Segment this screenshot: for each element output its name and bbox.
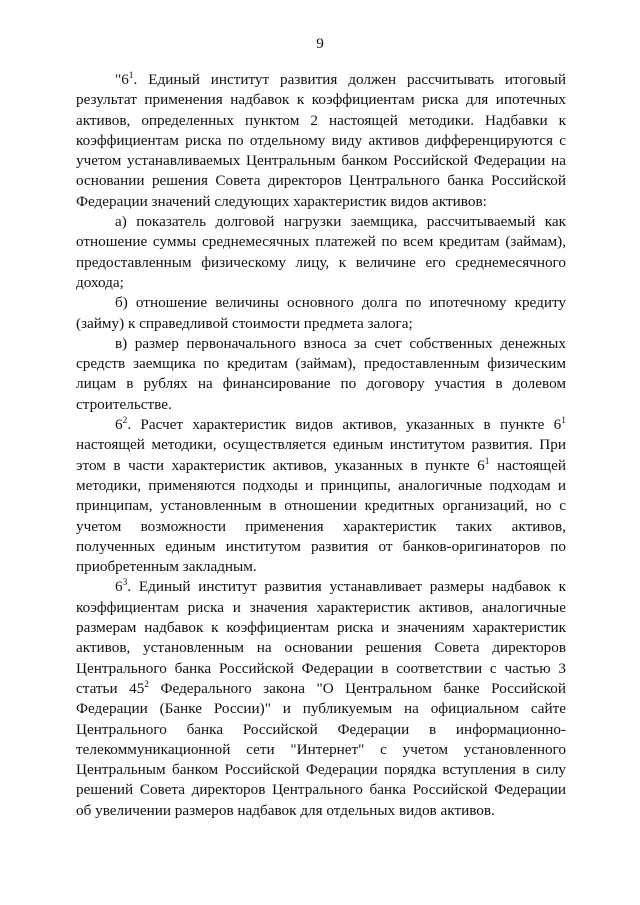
paragraph-text: настоящей методики, применяются подходы и принципы, аналогичные подходам и принципам, установленным в отношении кредитных организаций, но с учетом возможности применения характеристик таких активов, полученных единым институтом развития от банков-оригинаторов по приобретенным закладным. — [76, 456, 566, 576]
clause-number: 6 — [121, 71, 129, 88]
document-body — [76, 70, 566, 821]
clause-superscript: 2 — [122, 416, 128, 427]
reference-superscript: 2 — [144, 679, 150, 690]
list-item-b: б) отношение величины основного долга по ипотечному кредиту (займу) к справедливой стоимости предмета залога; — [76, 294, 566, 332]
reference-superscript: 1 — [561, 416, 566, 427]
paragraph-6-3 — [76, 577, 566, 821]
paragraph-text: . Единый институт развития устанавливает размеры надбавок к коэффициентам риска и значения характеристик активов, аналогичные размерам надбавок к коэффициентам риска и значениям характеристик активов, установленным на основании решения Совета директоров Центрального банка Российской Федерации в соответствии с частью 3 статьи 45 — [76, 578, 566, 697]
open-quote: " — [115, 71, 122, 88]
paragraph-6-2 — [76, 415, 566, 577]
clause-number: 6 — [115, 578, 123, 596]
clause-superscript: 3 — [122, 578, 128, 589]
list-item-c: в) размер первоначального взноса за счет собственных денежных средств заемщика по кредитам (займам), предоставленным физическим лицам в рублях на финансирование по договору участия в долевом строительстве. — [76, 334, 566, 413]
paragraph-text: . Единый институт развития должен рассчитывать итоговый результат применения надбавок к коэффициентам риска для ипотечных активов, определенных пунктом 2 настоящей методики. Надбавки к коэффициентам риска по отдельному виду активов дифференцируются с учетом устанавливаемых Центральным банком Российской Федерации на основании решения Совета директоров Центрального банка Российской Федерации значений следующих характеристик видов активов: — [76, 71, 566, 210]
clause-superscript: 1 — [128, 71, 134, 81]
paragraph-text: Федерального закона "О Центральном банке Российской Федерации (Банке России)" и публикуемым на официальном сайте Центрального банка Российской Федерации в информационно-телекоммуникационной сети "Интернет" с учетом установленного Центральным банком Российской Федерации порядка вступления в силу решений Совета директоров Центрального банка Российской Федерации об увеличении размеров надбавок для отдельных видов активов. — [76, 679, 567, 819]
paragraph-text: настоящей методики, осуществляется единым институтом развития. При этом в части характеристик активов, указанных в пункте 6 — [76, 436, 566, 474]
reference-superscript: 1 — [484, 456, 490, 467]
page-number: 9 — [316, 35, 324, 52]
list-item-a: а) показатель долговой нагрузки заемщика, рассчитываемый как отношение суммы среднемесячных платежей по всем кредитам (займам), предоставленным физическому лицу, к величине его среднемесячного дохода; — [76, 213, 566, 291]
paragraph-text: . Расчет характеристик видов активов, указанных в пункте 6 — [127, 416, 562, 434]
clause-number: 6 — [115, 416, 123, 434]
paragraph-6-1 — [76, 70, 566, 212]
